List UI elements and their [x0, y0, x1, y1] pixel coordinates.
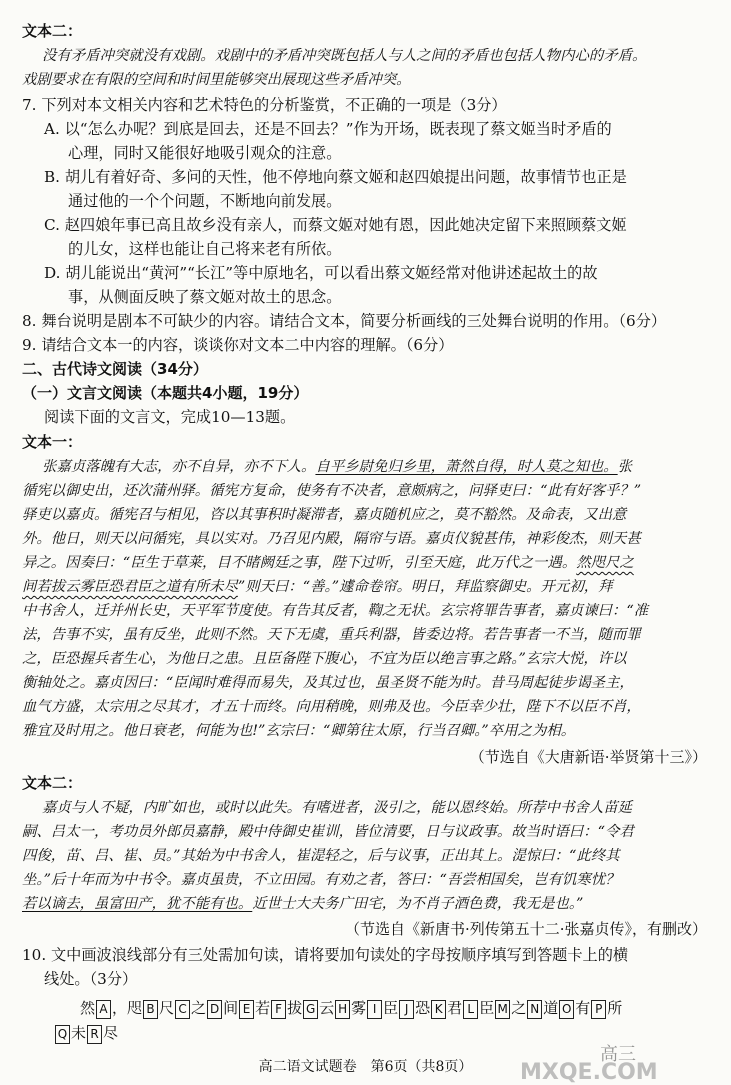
- wavy-underlined-text-cont: 间若拔云雾臣恐君臣之道有所未尽: [22, 579, 238, 595]
- t1-line-7: 中书舍人，迁并州长史，天平军节度使。有告其反者，鞫之无状。玄宗将罪告事者，嘉贞谏曰：“准: [22, 603, 649, 619]
- seq1-char-11: 君: [447, 999, 463, 1017]
- t1-line-4: 外。他日，则天以问循宪，具以实对。乃召见内殿，隔帘与语。嘉贞仪貌甚伟，神彩俊杰，则天甚: [22, 531, 641, 547]
- seq1-char-3: 之: [191, 999, 207, 1017]
- answer-box-M: M: [495, 1000, 510, 1019]
- answer-box-L: L: [463, 1000, 478, 1019]
- t1-line-12: 雅宜及时用之。他日衰老，何能为也!”玄宗曰：“卿第往太原，行当召卿。”卒用之为相。: [22, 723, 576, 739]
- seq1-char-8: 雾: [351, 999, 367, 1017]
- page-footer: 高二语文试题卷 第6页（共8页）: [258, 1059, 473, 1075]
- seq1-char-0: 然: [80, 999, 96, 1017]
- answer-box-G: G: [303, 1000, 318, 1019]
- q7-option-c: C. 赵四娘年事已高且故乡没有亲人，而蔡文姬对她有恩，因此她决定留下来照顾蔡文姬: [44, 216, 627, 234]
- watermark-brand: 高三: [600, 1044, 636, 1065]
- wavy-underlined-text: 然咫尺之: [576, 555, 634, 571]
- source-1: （节选自《大唐新语·举贤第十三》）: [469, 748, 707, 766]
- seq1-char-5: 若: [255, 999, 271, 1017]
- q7-option-a-cont: 心理，同时又能很好地吸引观众的注意。: [68, 144, 342, 162]
- answer-letter-sequence-1: [80, 996, 622, 1020]
- underlined-sentence: 自平乡尉免归乡里，萧然自得，时人莫之知也。: [315, 459, 618, 475]
- q9: 9. 请结合文本一的内容，谈谈你对文本二中内容的理解。（6分）: [22, 336, 454, 354]
- seq1-char-15: 有: [575, 999, 591, 1017]
- underlined-sentence-2: 若以谪去，虽富田产，犹不能有也。: [22, 896, 253, 912]
- text2-label: 文本二：: [22, 22, 83, 40]
- seq1-char-16: 所: [607, 999, 623, 1017]
- answer-box-C: C: [175, 1000, 190, 1019]
- q10-stem: 10. 文中画波浪线部分有三处需加句读，请将要加句读处的字母按顺序填写到答题卡上的横: [22, 946, 629, 964]
- t1-line-2: 循宪以御史出，还次蒲州驿。循宪方复命，使务有不决者，意颇病之，问驿吏曰：“此有好客乎？”: [22, 483, 642, 499]
- answer-box-O: O: [559, 1000, 574, 1019]
- answer-box-P: P: [591, 1000, 606, 1019]
- q7-option-d-cont: 事，从侧面反映了蔡文姬对故土的思念。: [68, 288, 342, 306]
- seq1-char-1: ，咫: [112, 999, 143, 1017]
- seq2-char-2: 尽: [103, 1024, 119, 1042]
- seq2-char-1: 未: [71, 1024, 87, 1042]
- text1-label: 文本一：: [22, 433, 83, 451]
- answer-box-I: I: [367, 1000, 382, 1019]
- watermark-site: MXQE.COM: [520, 1060, 658, 1085]
- seq1-char-6: 拔: [287, 999, 303, 1017]
- answer-box-N: N: [527, 1000, 542, 1019]
- t1-line-3: 驿吏以嘉贞。循宪召与相见，咨以其事积时凝滞者，嘉贞随机应之，莫不豁然。及命表，又出意: [22, 507, 627, 523]
- seq1-char-9: 臣: [383, 999, 399, 1017]
- seq1-char-10: 恐: [415, 999, 431, 1017]
- answer-box-Q: Q: [55, 1025, 70, 1044]
- seq1-char-4: 间: [223, 999, 239, 1017]
- q7-option-a: A. 以“怎么办呢？到底是回去，还是不回去？”作为开场，既表现了蔡文姬当时矛盾的: [44, 120, 612, 138]
- t2-line-2: 嗣、吕太一，考功员外郎员嘉静，殿中侍御史崔训，皆位清要，日与议政事。故当时语曰：“令君: [22, 824, 634, 840]
- seq1-char-13: 之: [511, 999, 527, 1017]
- reading-intro: 阅读下面的文言文，完成10—13题。: [44, 408, 296, 426]
- answer-letter-sequence-2: [54, 1021, 118, 1045]
- source-2: （节选自《新唐书·列传第五十二·张嘉贞传》，有删改）: [344, 920, 707, 938]
- q8: 8. 舞台说明是剧本不可缺少的内容。请结合文本，简要分析画线的三处舞台说明的作用。（6分）: [22, 312, 667, 330]
- drama-line-1: 没有矛盾冲突就没有戏剧。戏剧中的矛盾冲突既包括人与人之间的矛盾也包括人物内心的矛盾。: [42, 48, 647, 64]
- answer-box-B: B: [143, 1000, 158, 1019]
- t2-line-4: 坐。”后十年而为中书令。嘉贞虽贵，不立田园。有劝之者，答曰：“吾尝相国矣，岂有饥寒忧？: [22, 872, 620, 888]
- q7-option-b: B. 胡儿有着好奇、多问的天性，他不停地向蔡文姬和赵四娘提出问题，故事情节也正是: [44, 168, 627, 186]
- t2-line-3: 四俊，苗、吕、崔、员。”其始为中书舍人，崔湜轻之，后与议事，正出其上。湜惊曰：“此终其: [22, 848, 620, 864]
- t1-line-5: 异之。因奏曰：“臣生于草莱，目不睹阙廷之事，陛下过听，引至天庭，此万代之一遇。然咫尺之: [22, 555, 634, 571]
- q10-stem-cont: 线处。（3分）: [44, 970, 138, 988]
- answer-box-H: H: [335, 1000, 350, 1019]
- text2b-label: 文本二：: [22, 774, 83, 792]
- answer-box-F: F: [271, 1000, 286, 1019]
- q7-option-d: D. 胡儿能说出“黄河”“长江”等中原地名，可以看出蔡文姬经常对他讲述起故土的故: [44, 264, 598, 282]
- t1-line-8: 法，告事不实，虽有反坐，此则不然。天下无虞，重兵利器，皆委边将。若告事者一不当，随而罪: [22, 627, 641, 643]
- t2-line-1: 嘉贞与人不疑，内旷如也，或时以此失。有嗜进者，汲引之，能以恩终始。所荐中书舍人苗延: [42, 800, 633, 816]
- t1-line-10: 衡轴处之。嘉贞因曰：“臣闻时难得而易失，及其过也，虽圣贤不能为时。昔马周起徒步谒圣主，: [22, 675, 634, 691]
- t2-line-5: 若以谪去，虽富田产，犹不能有也。近世士大夫务广田宅，为不肖子酒色费，我无是也。”: [22, 896, 584, 912]
- answer-box-R: R: [87, 1025, 102, 1044]
- answer-box-D: D: [207, 1000, 222, 1019]
- drama-line-2: 戏剧要求在有限的空间和时间里能够突出展现这些矛盾冲突。: [22, 72, 411, 88]
- answer-box-A: A: [96, 1000, 111, 1019]
- seq1-char-14: 道: [543, 999, 559, 1017]
- answer-box-J: J: [399, 1000, 414, 1019]
- q7-option-b-cont: 通过他的一个个问题，不断地向前发展。: [68, 192, 342, 210]
- q7-stem: 7. 下列对本文相关内容和艺术特色的分析鉴赏，不正确的一项是（3分）: [22, 96, 507, 114]
- t1-line-9: 之，臣恐握兵者生心，为他日之患。且臣备陛下腹心，不宜为臣以绝言事之路。”玄宗大悦，许以: [22, 651, 627, 667]
- t1-line-6: 间若拔云雾臣恐君臣之道有所未尽”则天曰：“善。”遽命卷帘。明日，拜监察御史。开元初，拜: [22, 579, 613, 595]
- seq1-char-2: 尺: [159, 999, 175, 1017]
- t1-line-11: 血气方盛，太宗用之尽其才，才五十而终。向用稍晚，则弗及也。今臣幸少壮，陛下不以臣不肖，: [22, 699, 641, 715]
- seq1-char-12: 臣: [479, 999, 495, 1017]
- answer-box-K: K: [431, 1000, 446, 1019]
- section-2-heading: 二、古代诗文阅读（34分）: [22, 360, 208, 378]
- q7-option-c-cont: 的儿女，这样也能让自己将来老有所依。: [68, 240, 342, 258]
- answer-box-E: E: [239, 1000, 254, 1019]
- subsection-1-heading: （一）文言文阅读（本题共4小题，19分）: [22, 384, 309, 402]
- seq1-char-7: 云: [319, 999, 335, 1017]
- t1-line-1: 张嘉贞落魄有大志，亦不自异，亦不下人。自平乡尉免归乡里，萧然自得，时人莫之知也。张: [42, 459, 633, 475]
